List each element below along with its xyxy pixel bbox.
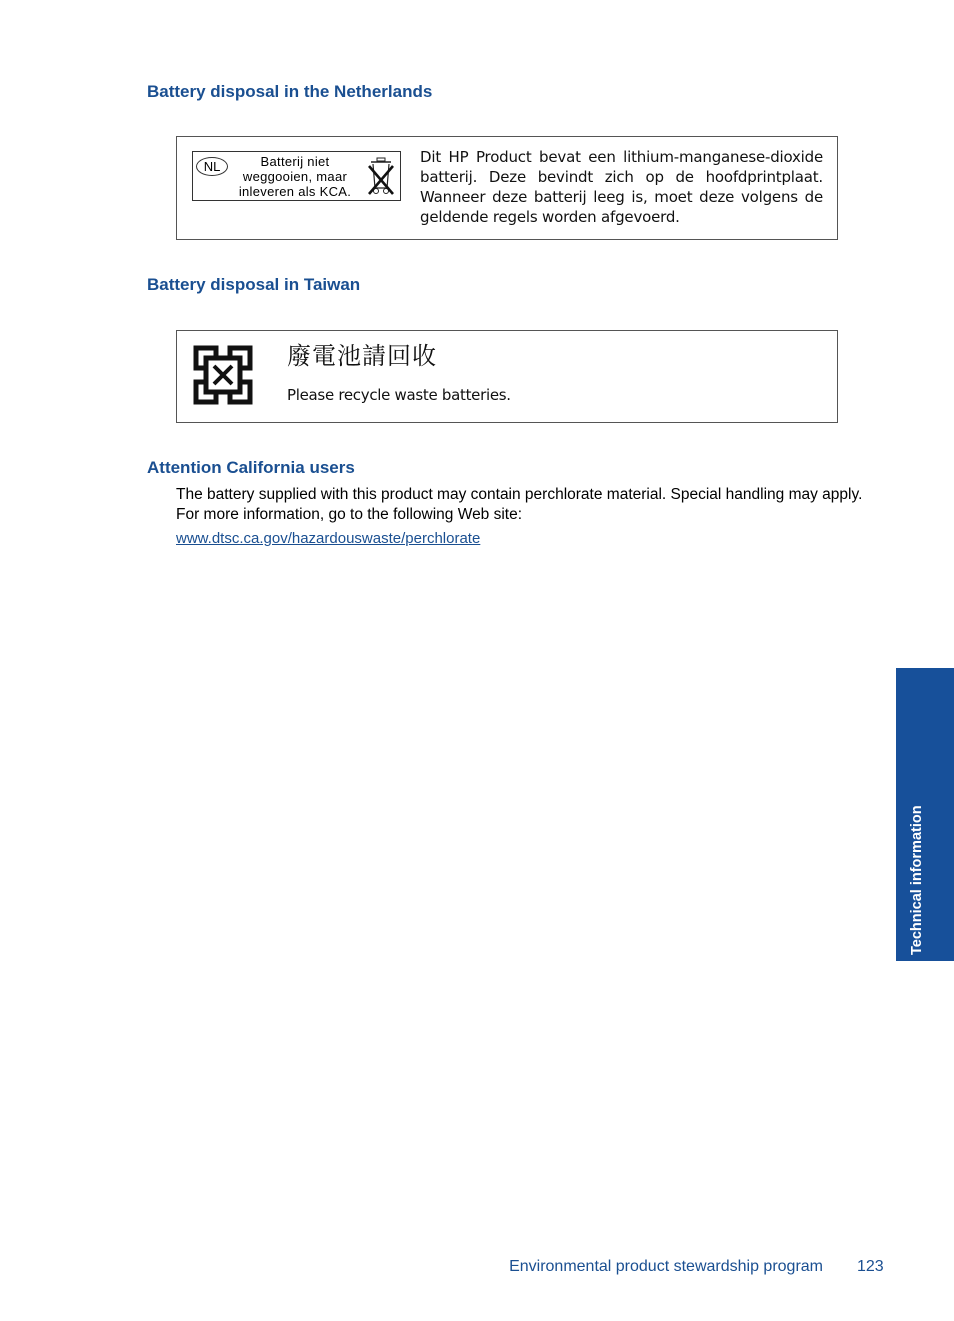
taiwan-recycle-icon <box>192 344 254 406</box>
kca-label-text <box>229 154 361 199</box>
crossed-out-bin-icon <box>365 154 397 198</box>
taiwan-chinese-text: 廢電池請回收 <box>287 343 437 370</box>
perchlorate-link[interactable]: www.dtsc.ca.gov/hazardouswaste/perchlorate <box>176 530 481 547</box>
page-number: 123 <box>857 1258 884 1275</box>
kca-label-line-1: Batterij niet <box>260 154 330 169</box>
california-body-text <box>176 485 896 525</box>
netherlands-heading: Battery disposal in the Netherlands <box>147 82 433 101</box>
kca-label <box>192 151 401 201</box>
nl-badge: NL <box>196 157 228 176</box>
netherlands-disposal-box <box>176 136 838 240</box>
california-body-line-2: For more information, go to the following Web site: <box>176 506 523 523</box>
taiwan-disposal-box <box>176 330 838 423</box>
netherlands-disposal-text: Dit HP Product bevat een lithium-manganese-dioxide batterij. Deze bevindt zich op de hoofdprintplaat. Wanneer deze batterij leeg is, moet deze volgens de geldende regels worden afgevoerd. <box>420 148 823 226</box>
kca-label-line-2: weggooien, maar <box>242 169 348 184</box>
taiwan-heading: Battery disposal in Taiwan <box>147 275 361 294</box>
technical-information-tab[interactable] <box>896 668 954 961</box>
side-tab-label: Technical information <box>909 805 925 955</box>
california-body-line-1: The battery supplied with this product may contain perchlorate material. Special handling may apply. <box>176 486 863 503</box>
taiwan-english-text: Please recycle waste batteries. <box>287 386 511 404</box>
kca-label-line-3: inleveren als KCA. <box>238 184 352 199</box>
california-heading: Attention California users <box>147 458 355 477</box>
footer-title: Environmental product stewardship program <box>509 1258 823 1275</box>
